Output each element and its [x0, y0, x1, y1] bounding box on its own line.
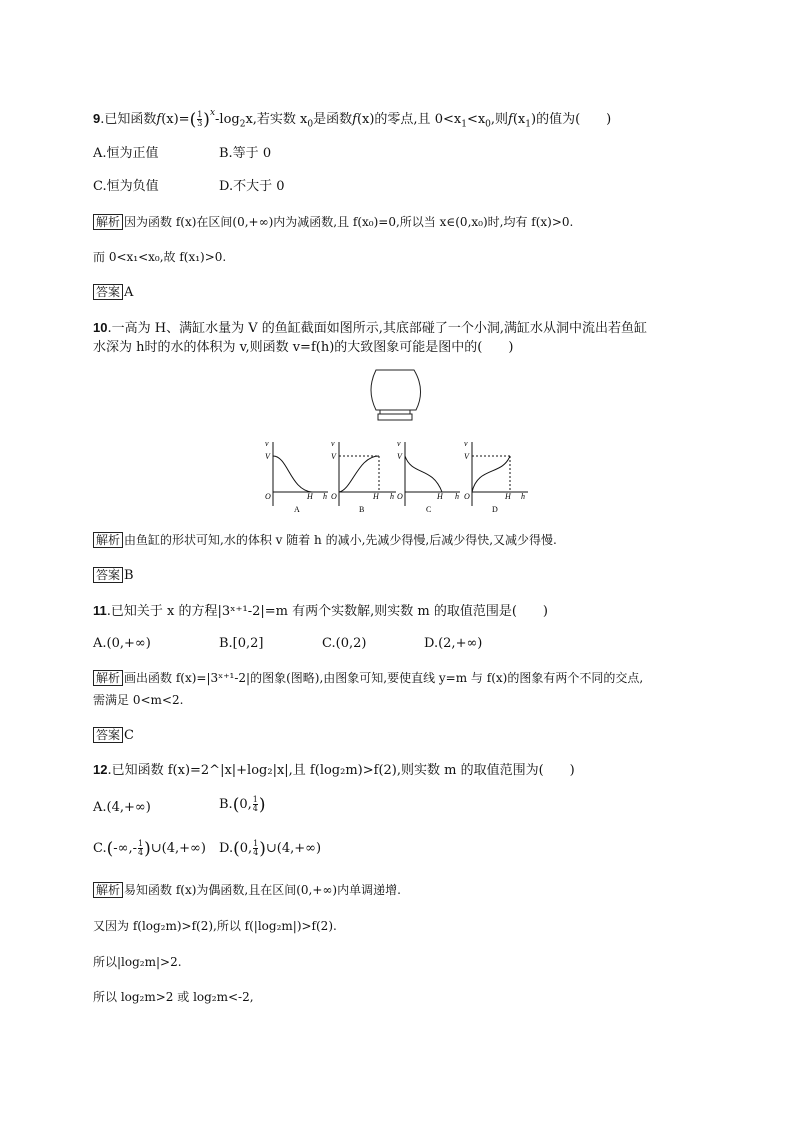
svg-text:h: h	[323, 492, 327, 501]
question-12: 12.已知函数 f(x)=2^|x|+log₂|x|,且 f(log₂m)>f(2),则实数 m 的取值范围为( )	[93, 762, 575, 778]
svg-text:O: O	[464, 492, 470, 501]
svg-text:H: H	[373, 492, 379, 501]
svg-text:V: V	[331, 452, 336, 461]
graph-b	[331, 439, 396, 514]
fish-tank-figure	[366, 368, 426, 428]
svg-text:h: h	[455, 492, 459, 501]
answer-label: 答案	[93, 567, 123, 583]
analysis-12-line4: 所以 log₂m>2 或 log₂m<-2,	[93, 990, 254, 1004]
question-number: 9	[93, 111, 101, 126]
analysis-12-line3: 所以|log₂m|>2.	[93, 955, 182, 969]
svg-text:V: V	[397, 452, 402, 461]
question-10-line2: 水深为 h时的水的体积为 v,则函数 v=f(h)的大致图象可能是图中的( )	[93, 340, 514, 355]
option-c: C.(0,2)	[322, 636, 367, 651]
analysis-10: 解析 由鱼缸的形状可知,水的体积 v 随着 h 的减小,先减少得慢,后减少得快,又减少得慢.	[93, 532, 557, 548]
answer-10: 答案 B	[93, 567, 134, 584]
analysis-12: 解析 易知函数 f(x)为偶函数,且在区间(0,+∞)内单调递增.	[93, 882, 401, 898]
answer-9: 答案 A	[93, 284, 133, 301]
answer-11: 答案 C	[93, 727, 134, 744]
question-10: 10.一高为 H、满缸水量为 V 的鱼缸截面如图所示,其底部碰了一个小洞,满缸水从洞中流出若鱼缸	[93, 320, 647, 336]
option-d: $D.(0,\frac{1}{4}$ )∪(4,+∞)	[219, 839, 322, 859]
fraction: $\frac{1}{4}$	[138, 839, 144, 857]
graph-label-d: D	[492, 505, 498, 514]
analysis-11: 解析 画出函数 f(x)=|3ˣ⁺¹-2|的图象(图略),由图象可知,要使直线 y=m 与 f(x)的图象有两个不同的交点,	[93, 670, 643, 686]
svg-text:v: v	[397, 439, 401, 448]
svg-text:V: V	[464, 452, 469, 461]
analysis-label: 解析	[93, 214, 123, 230]
analysis-12-line2: 又因为 f(log₂m)>f(2),所以 f(|log₂m|)>f(2).	[93, 919, 337, 933]
graph-a	[265, 439, 328, 514]
svg-text:O: O	[397, 492, 403, 501]
svg-text:h: h	[390, 492, 394, 501]
option-a: A.恒为正值	[93, 146, 159, 161]
analysis-label: 解析	[93, 882, 123, 898]
option-a: A.(0,+∞)	[93, 636, 151, 651]
option-b: B.等于 0	[219, 146, 272, 161]
svg-text:v: v	[331, 439, 335, 448]
graph-label-c: C	[426, 505, 432, 514]
option-a: A.(4,+∞)	[93, 800, 151, 815]
analysis-label: 解析	[93, 670, 123, 686]
graph-label-a: A	[294, 505, 300, 514]
analysis-11-line2: 需满足 0<m<2.	[93, 693, 184, 707]
svg-text:h: h	[521, 492, 525, 501]
svg-text:V: V	[265, 452, 270, 461]
option-c: C.恒为负值	[93, 179, 159, 194]
answer-label: 答案	[93, 727, 123, 743]
analysis-9: 解析 因为函数 f(x)在区间(0,+∞)内为减函数,且 f(x₀)=0,所以当 x∈(0,x₀)时,均有 f(x)>0.	[93, 214, 573, 230]
svg-text:v: v	[265, 439, 269, 448]
graph-label-b: B	[359, 505, 365, 514]
question-9: 9.已知函数$f(x)=(\frac{1}{3}$ )$^x-\log_2x$,若实数 $x_0$是函数f(x)的零点,且 $0<x_1<x_0$,则$f(x_1)$的值为( )	[93, 108, 612, 130]
analysis-label: 解析	[93, 532, 123, 548]
graph-d	[464, 439, 528, 514]
fraction: $\frac{1}{4}$	[252, 795, 258, 813]
fraction: $\frac{1}{4}$	[253, 839, 259, 857]
option-d: D.不大于 0	[219, 179, 285, 194]
option-b: B.[0,2]	[219, 636, 264, 651]
svg-text:O: O	[331, 492, 337, 501]
fraction: $\frac{1}{3}$	[197, 110, 203, 128]
svg-text:v: v	[464, 439, 468, 448]
answer-label: 答案	[93, 284, 123, 300]
svg-text:H: H	[505, 492, 511, 501]
svg-text:H: H	[437, 492, 443, 501]
option-c: $C.(-\infty,-\frac{1}{4}$ )∪(4,+∞)	[93, 839, 206, 859]
option-b: $B.(0,\frac{1}{4}$ )	[219, 795, 266, 815]
option-d: D.(2,+∞)	[424, 636, 483, 651]
question-11: 11.已知关于 x 的方程|3ˣ⁺¹-2|=m 有两个实数解,则实数 m 的取值范围是( )	[93, 603, 548, 619]
svg-text:O: O	[265, 492, 271, 501]
graph-c	[397, 439, 460, 514]
analysis-9-line2: 而 0<x₁<x₀,故 f(x₁)>0.	[93, 250, 227, 264]
svg-text:H: H	[307, 492, 313, 501]
graphs-figure	[262, 436, 532, 516]
